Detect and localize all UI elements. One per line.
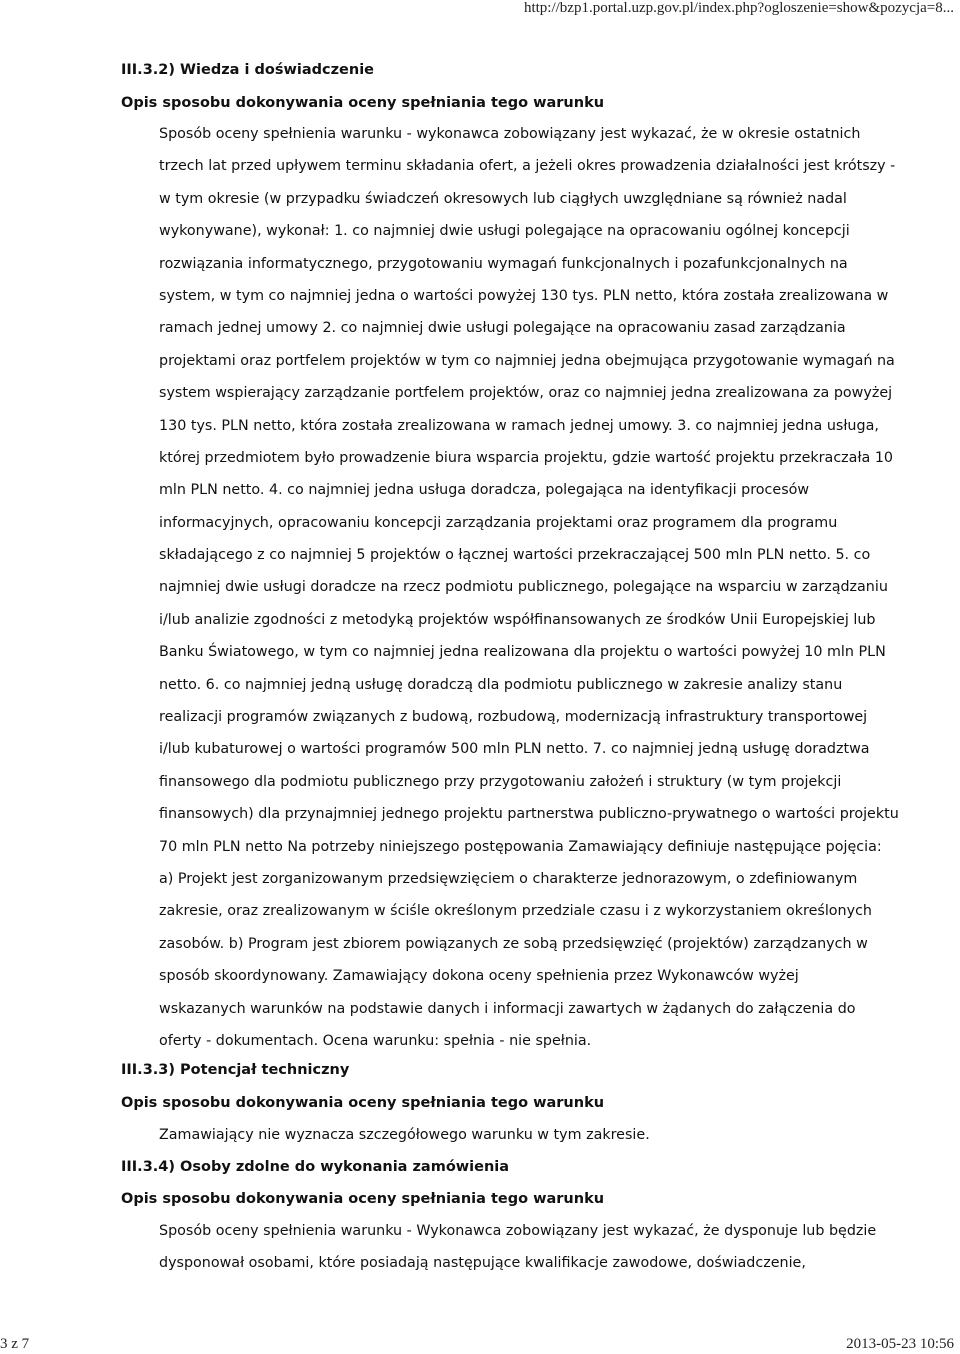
text-line: a) Projekt jest zorganizowanym przedsięwzięciem o charakterze jednorazowym, o zdefiniowanym bbox=[159, 870, 858, 887]
text-line: zasobów. b) Program jest zbiorem powiązanych ze sobą przedsięwzięć (projektów) zarządzanych w bbox=[159, 935, 868, 952]
text-line: realizacji programów związanych z budową, rozbudową, modernizacją infrastruktury transportowej bbox=[159, 709, 868, 726]
text-line: Sposób oceny spełnienia warunku - wykonawca zobowiązany jest wykazać, że w okresie ostatnich bbox=[159, 126, 861, 142]
section-paragraph bbox=[159, 1215, 894, 1280]
section-subheading: Opis sposobu dokonywania oceny spełniania tego warunku bbox=[121, 95, 605, 111]
print-timestamp: 2013-05-23 10:56 bbox=[846, 1336, 954, 1352]
text-line: i/lub analizie zgodności z metodyką projektów współfinansowanych ze środków Unii Europejskiej lub bbox=[159, 611, 876, 628]
text-line: dysponował osobami, które posiadają następujące kwalifikacje zawodowe, doświadczenie, bbox=[159, 1255, 806, 1272]
text-line: Banku Światowego, w tym co najmniej jedna realizowana dla projektu o wartości powyżej 10 mln PLN bbox=[159, 644, 886, 661]
section-paragraph bbox=[159, 118, 899, 1057]
text-line: najmniej dwie usługi doradcze na rzecz podmiotu publicznego, polegające na wsparciu w zarządzaniu bbox=[159, 579, 888, 596]
text-line: wskazanych warunków na podstawie danych i informacji zawartych w żądanych do załączenia do bbox=[159, 1000, 856, 1017]
page-url: http://bzp1.portal.uzp.gov.pl/index.php?ogloszenie=show&pozycja=8... bbox=[523, 0, 954, 16]
text-line: netto. 6. co najmniej jedną usługę doradczą dla podmiotu publicznego w zakresie analizy stanu bbox=[159, 676, 843, 693]
text-line: sposób skoordynowany. Zamawiający dokona oceny spełnienia przez Wykonawców wyżej bbox=[159, 968, 799, 985]
text-line: ramach jednej umowy 2. co najmniej dwie usługi polegające na opracowaniu zasad zarządzania bbox=[159, 320, 846, 337]
section-subheading: Opis sposobu dokonywania oceny spełniania tego warunku bbox=[121, 1191, 605, 1207]
text-line: trzech lat przed upływem terminu składania ofert, a jeżeli okres prowadzenia działalności jest krótszy - bbox=[159, 158, 896, 175]
text-line: i/lub kubaturowej o wartości programów 500 mln PLN netto. 7. co najmniej jedną usługę doradztwa bbox=[159, 741, 870, 758]
section-heading-persons-capable: III.3.4) Osoby zdolne do wykonania zamówienia bbox=[121, 1159, 510, 1175]
text-line: 130 tys. PLN netto, która została zrealizowana w ramach jednej umowy. 3. co najmniej jedna usługa, bbox=[159, 417, 879, 434]
text-line: projektami oraz portfelem projektów w tym co najmniej jedna obejmująca przygotowanie wymagań na bbox=[159, 352, 895, 369]
text-line: oferty - dokumentach. Ocena warunku: spełnia - nie spełnia. bbox=[159, 1032, 592, 1049]
text-line: informacyjnych, opracowaniu koncepcji zarządzania projektami oraz programem dla programu bbox=[159, 514, 838, 531]
text-line: wykonywane), wykonał: 1. co najmniej dwie usługi polegające na opracowaniu ogólnej koncepcji bbox=[159, 223, 850, 240]
text-line: której przedmiotem było prowadzenie biura wsparcia projektu, gdzie wartość projektu przekraczała 10 bbox=[159, 449, 894, 466]
text-line: mln PLN netto. 4. co najmniej jedna usługa doradcza, polegająca na identyfikacji procesów bbox=[159, 482, 810, 499]
text-line: 70 mln PLN netto Na potrzeby niniejszego postępowania Zamawiający definiuje następujące pojęcia: bbox=[159, 838, 882, 855]
text-line: system wspierający zarządzanie portfelem projektów, oraz co najmniej jedna zrealizowana za powyżej bbox=[159, 385, 893, 402]
section-heading-technical-potential: III.3.3) Potencjał techniczny bbox=[121, 1062, 350, 1078]
section-subheading: Opis sposobu dokonywania oceny spełniania tego warunku bbox=[121, 1095, 605, 1111]
text-line: system, w tym co najmniej jedna o wartości powyżej 130 tys. PLN netto, która została zrealizowana w bbox=[159, 287, 889, 304]
text-line: zakresie, oraz zrealizowanym w ściśle określonym przedziale czasu i z wykorzystaniem określonych bbox=[159, 903, 872, 920]
text-line: finansowego dla podmiotu publicznego przy przygotowaniu założeń i struktury (w tym projekcji bbox=[159, 773, 842, 790]
text-line: w tym okresie (w przypadku świadczeń okresowych lub ciągłych uwzględniane są również nadal bbox=[159, 190, 847, 207]
text-line: Sposób oceny spełnienia warunku - Wykonawca zobowiązany jest wykazać, że dysponuje lub będzie bbox=[159, 1223, 877, 1239]
section-heading-knowledge-experience: III.3.2) Wiedza i doświadczenie bbox=[121, 62, 375, 78]
text-line: Zamawiający nie wyznacza szczegółowego warunku w tym zakresie. bbox=[159, 1127, 650, 1143]
text-line: finansowych) dla przynajmniej jednego projektu partnerstwa publiczno-prywatnego o wartości projektu bbox=[159, 806, 899, 823]
text-line: składającego z co najmniej 5 projektów o łącznej wartości przekraczającej 500 mln PLN netto. 5. co bbox=[159, 547, 871, 564]
text-line: rozwiązania informatycznego, przygotowaniu wymagań funkcjonalnych i pozafunkcjonalnych na bbox=[159, 255, 848, 272]
page-number: 3 z 7 bbox=[0, 1336, 30, 1352]
section-paragraph bbox=[159, 1119, 894, 1151]
